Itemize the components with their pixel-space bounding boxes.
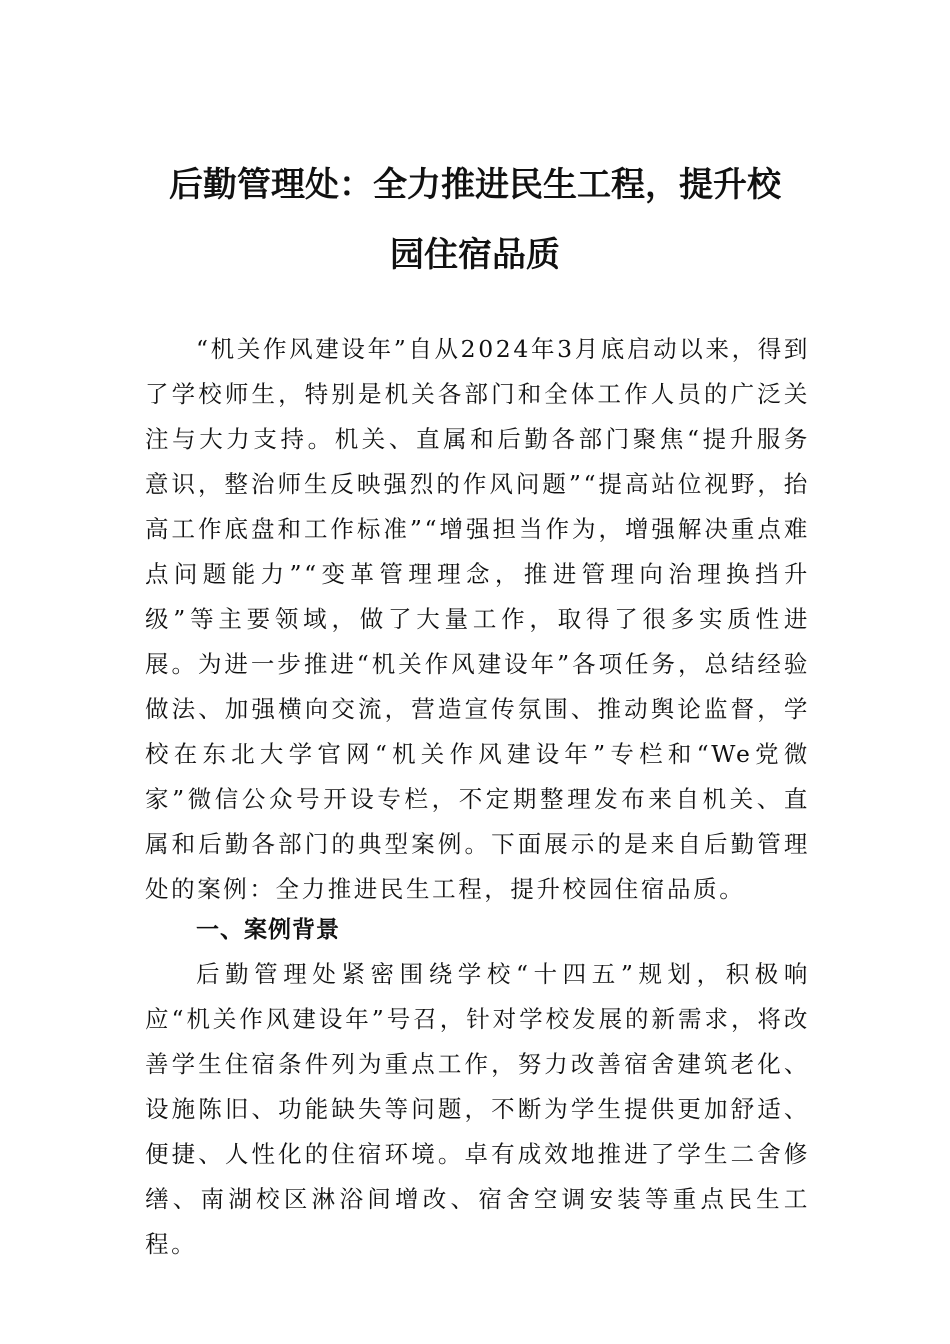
case-background-paragraph: 后勤管理处紧密围绕学校“十四五”规划，积极响应“机关作风建设年”号召，针对学校发展的新需求，将改善学生住宿条件列为重点工作，努力改善宿舍建筑老化、设施陈旧、功能缺失等问题，不断为学生提供更加舒适、便捷、人性化的住宿环境。卓有成效地推进了学生二舍修缮、南湖校区淋浴间增改、宿舍空调安装等重点民生工程。 (145, 960, 810, 1258)
intro-paragraph: “机关作风建设年”自从2024年3月底启动以来，得到了学校师生，特别是机关各部门和全体工作人员的广泛关注与大力支持。机关、直属和后勤各部门聚焦“提升服务意识，整治师生反映强烈的作风问题”“提高站位视野，抬高工作底盘和工作标准”“增强担当作为，增强解决重点难点问题能力”“变革管理理念，推进管理向治理换挡升级”等主要领域，做了大量工作，取得了很多实质性进展。为进一步推进“机关作风建设年”各项任务，总结经验做法、加强横向交流，营造宣传氛围、推动舆论监督，学校在东北大学官网“机关作风建设年”专栏和“We党微家”微信公众号开设专栏，不定期整理发布来自机关、直属和后勤各部门的典型案例。下面展示的是来自后勤管理处的案例：全力推进民生工程，提升校园住宿品质。 (145, 335, 810, 903)
document-title-line-1: 后勤管理处：全力推进民生工程，提升校 (169, 165, 781, 205)
section-heading-case-background: 一、案例背景 (196, 917, 340, 943)
document-title-line-2: 园住宿品质 (390, 235, 560, 275)
